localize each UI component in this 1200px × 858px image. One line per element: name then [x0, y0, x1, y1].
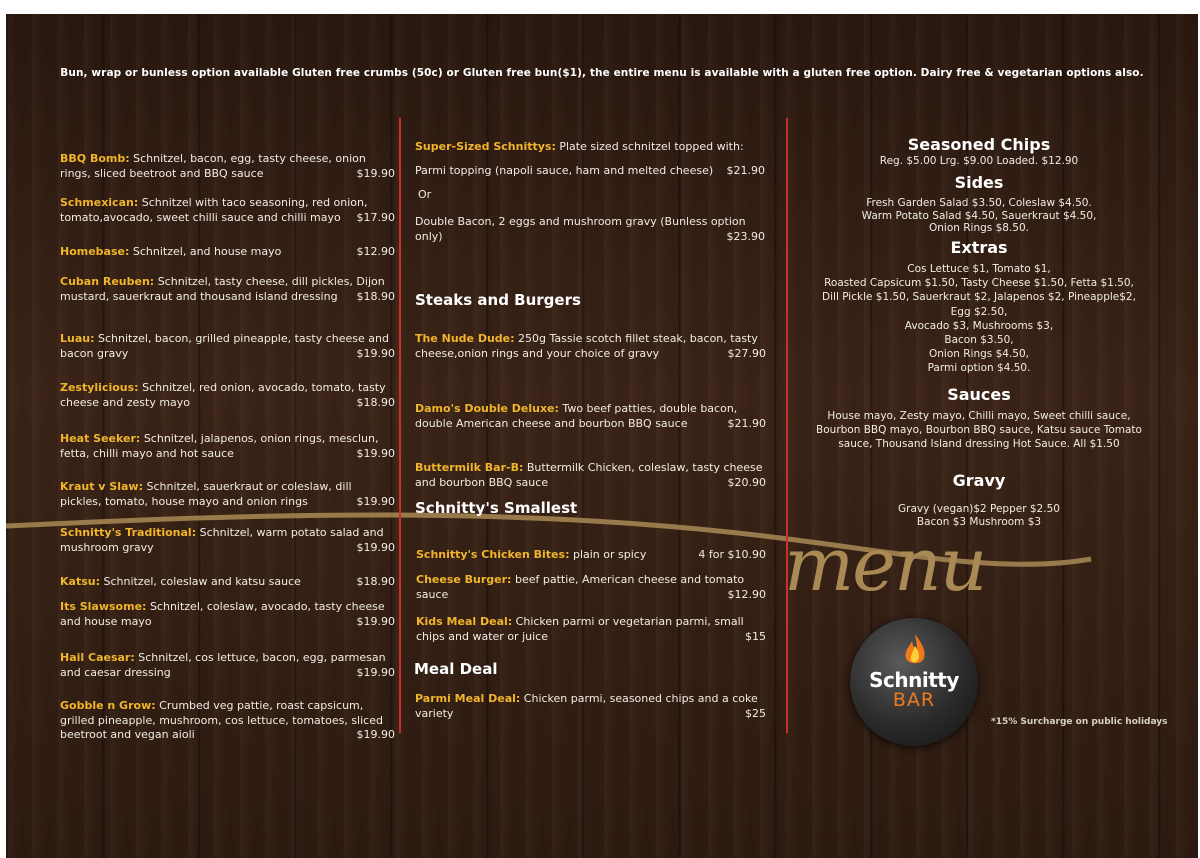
- smallest-heading: Schnitty's Smallest: [415, 499, 578, 517]
- item-price: $17.90: [356, 210, 395, 224]
- super-sized-item: [415, 140, 767, 155]
- item-desc: Parmi topping (napoli sauce, ham and melted cheese): [415, 164, 714, 177]
- meal-deal-heading: Meal Deal: [414, 660, 498, 678]
- text-line: Bourbon BBQ mayo, Bourbon BBQ sauce, Katsu sauce Tomato: [816, 424, 1142, 437]
- menu-script-word: menu: [784, 522, 986, 608]
- item-price: $21.90: [727, 416, 766, 430]
- text-line: Cos Lettuce $1, Tomato $1,: [907, 263, 1051, 275]
- item-name: Cheese Burger:: [416, 573, 512, 586]
- item-name: Heat Seeker:: [60, 432, 141, 445]
- extras-heading: Extras: [950, 238, 1008, 257]
- item-desc: Schnitzel, red onion, avocado, tomato, tasty cheese and zesty mayo: [60, 381, 386, 409]
- item-name: Hail Caesar:: [60, 651, 135, 664]
- parmi-topping: [415, 164, 765, 179]
- text-line: Bacon $3.50,: [944, 334, 1014, 346]
- schnitty-bar-logo: [850, 618, 978, 746]
- item-name: Luau:: [60, 332, 95, 345]
- item-desc: Schnitzel, jalapenos, onion rings, mesclun, fetta, chilli mayo and hot sauce: [60, 432, 379, 460]
- item-name: Gobble n Grow:: [60, 699, 156, 712]
- item-desc: Schnitzel, coleslaw, avocado, tasty cheese and house mayo: [60, 600, 385, 628]
- smallest-item: [416, 548, 766, 563]
- logo-text-bar: BAR: [892, 689, 936, 711]
- menu-item: [60, 526, 395, 555]
- item-price: $21.90: [726, 164, 765, 177]
- menu-item: [60, 196, 395, 225]
- divider-right: [786, 118, 788, 733]
- chips-heading: Seasoned Chips: [907, 135, 1051, 154]
- item-desc: Schnitzel, warm potato salad and mushroom gravy: [60, 526, 384, 554]
- smallest-item: [416, 573, 766, 602]
- item-desc: Double Bacon, 2 eggs and mushroom gravy (Bunless option only): [415, 215, 746, 243]
- item-price: $18.90: [356, 575, 395, 588]
- item-desc: Schnitzel with taco seasoning, red onion, tomato,avocado, sweet chilli sauce and chilli mayo: [60, 196, 368, 224]
- item-desc: beef pattie, American cheese and tomato sauce: [416, 573, 745, 601]
- menu-item: [60, 152, 395, 181]
- menu-item: [60, 275, 395, 304]
- menu-item: [60, 381, 395, 410]
- menu-item: [60, 651, 395, 680]
- item-price: $12.90: [727, 587, 766, 601]
- item-name: Kraut v Slaw:: [60, 480, 143, 493]
- text-line: Roasted Capsicum $1.50, Tasty Cheese $1.50, Fetta $1.50,: [824, 277, 1134, 290]
- item-price: $19.90: [356, 728, 395, 741]
- item-price: $12.90: [356, 245, 395, 258]
- item-desc: 250g Tassie scotch fillet steak, bacon, tasty cheese,onion rings and your choice of gravy: [415, 332, 758, 360]
- steak-item: [415, 332, 766, 361]
- text-line: Avocado $3, Mushrooms $3,: [904, 319, 1054, 332]
- item-desc: Schnitzel, tasty cheese, dill pickles, Dijon mustard, sauerkraut and thousand island dressing: [60, 275, 385, 303]
- text-line: House mayo, Zesty mayo, Chilli mayo, Sweet chilli sauce,: [827, 410, 1131, 422]
- or-text: Or: [418, 188, 432, 201]
- item-price: $19.90: [356, 665, 395, 679]
- chips-text: Reg. $5.00 Lrg. $9.00 Loaded. $12.90: [879, 155, 1079, 167]
- top-note: Bun, wrap or bunless option available Gluten free crumbs (50c) or Gluten free bun($1), the entire menu is available with a gluten free option. Dairy free & vegetarian options also.: [60, 67, 1144, 79]
- flame-icon: [900, 632, 930, 668]
- item-price: $18.90: [356, 395, 395, 409]
- item-name: BBQ Bomb:: [60, 152, 130, 165]
- item-desc: Buttermilk Chicken, coleslaw, tasty cheese and bourbon BBQ sauce: [415, 461, 763, 489]
- item-desc: Crumbed veg pattie, roast capsicum, grilled pineapple, mushroom, cos lettuce, tomatoes, sliced beetroot and vegan aioli: [60, 699, 383, 741]
- item-price: $19.90: [356, 446, 395, 460]
- item-price: $19.90: [356, 614, 395, 628]
- menu-item: [60, 245, 395, 260]
- text-line: Egg $2.50,: [950, 305, 1008, 318]
- item-desc: Plate sized schnitzel topped with:: [559, 140, 744, 153]
- menu-item: [60, 699, 395, 743]
- logo-text-schnitty: Schnitty: [869, 668, 959, 692]
- item-name: Schmexican:: [60, 196, 139, 209]
- item-name: Damo's Double Deluxe:: [415, 402, 559, 415]
- text-line: Bacon $3 Mushroom $3: [916, 515, 1042, 528]
- item-desc: Chicken parmi or vegetarian parmi, small chips and water or juice: [416, 615, 744, 643]
- text-line: Dill Pickle $1.50, Sauerkraut $2, Jalapenos $2, Pineapple$2,: [822, 291, 1136, 304]
- menu-board: [6, 14, 1198, 858]
- menu-item: [60, 575, 395, 590]
- steaks-heading: Steaks and Burgers: [415, 291, 581, 309]
- item-desc: Schnitzel, and house mayo: [132, 245, 282, 258]
- item-desc: plain or spicy: [572, 548, 647, 561]
- text-line: Parmi option $4.50.: [927, 362, 1031, 375]
- item-name: Cuban Reuben:: [60, 275, 155, 288]
- item-desc: Schnitzel, cos lettuce, bacon, egg, parmesan and caesar dressing: [60, 651, 386, 679]
- item-price: $19.90: [356, 494, 395, 508]
- item-name: The Nude Dude:: [415, 332, 515, 345]
- item-price: $19.90: [356, 166, 395, 180]
- smallest-item: [416, 615, 766, 644]
- item-name: Schnitty's Traditional:: [60, 526, 197, 539]
- text-line: Gravy (vegan)$2 Pepper $2.50: [898, 503, 1060, 515]
- double-bacon: [415, 215, 765, 244]
- steak-item: [415, 402, 766, 431]
- item-name: Katsu:: [60, 575, 100, 588]
- item-price: $15: [745, 629, 766, 643]
- item-name: Zestylicious:: [60, 381, 139, 394]
- item-price: $25: [745, 706, 766, 720]
- parmi-meal-deal: [415, 692, 766, 721]
- item-name: Its Slawsome:: [60, 600, 147, 613]
- item-name: Parmi Meal Deal:: [415, 692, 521, 705]
- menu-item: [60, 332, 395, 361]
- item-desc: Two beef patties, double bacon, double American cheese and bourbon BBQ sauce: [415, 402, 738, 430]
- item-name: Super-Sized Schnittys:: [415, 140, 556, 153]
- item-desc: Schnitzel, bacon, grilled pineapple, tasty cheese and bacon gravy: [60, 332, 389, 360]
- item-price: $23.90: [726, 229, 765, 243]
- sides-heading: Sides: [954, 173, 1004, 192]
- text-line: Fresh Garden Salad $3.50, Coleslaw $4.50.: [866, 197, 1092, 209]
- item-name: Kids Meal Deal:: [416, 615, 513, 628]
- item-name: Buttermilk Bar-B:: [415, 461, 524, 474]
- item-price: $19.90: [356, 540, 395, 554]
- item-name: Schnitty's Chicken Bites:: [416, 548, 570, 561]
- text-line: Onion Rings $4.50,: [929, 348, 1029, 361]
- item-desc: Schnitzel, coleslaw and katsu sauce: [103, 575, 301, 588]
- text-line: Warm Potato Salad $4.50, Sauerkraut $4.50,: [861, 209, 1097, 222]
- menu-item: [60, 480, 395, 509]
- text-line: sauce, Thousand Island dressing Hot Sauce. All $1.50: [838, 438, 1120, 451]
- item-name: Homebase:: [60, 245, 130, 258]
- item-desc: Chicken parmi, seasoned chips and a coke variety: [415, 692, 758, 720]
- item-price: $19.90: [356, 346, 395, 360]
- item-price: $18.90: [356, 289, 395, 303]
- item-desc: Schnitzel, bacon, egg, tasty cheese, onion rings, sliced beetroot and BBQ sauce: [60, 152, 366, 180]
- divider-left: [399, 118, 401, 733]
- item-price: 4 for $10.90: [698, 548, 766, 561]
- text-line: Onion Rings $8.50.: [929, 222, 1029, 234]
- gravy-heading: Gravy: [952, 471, 1006, 490]
- item-desc: Schnitzel, sauerkraut or coleslaw, dill pickles, tomato, house mayo and onion rings: [60, 480, 352, 508]
- surcharge-note: *15% Surcharge on public holidays: [991, 717, 1168, 727]
- menu-item: [60, 432, 395, 461]
- item-price: $20.90: [727, 475, 766, 489]
- item-price: $27.90: [727, 346, 766, 360]
- steak-item: [415, 461, 766, 490]
- sauces-heading: Sauces: [947, 385, 1011, 404]
- menu-item: [60, 600, 395, 629]
